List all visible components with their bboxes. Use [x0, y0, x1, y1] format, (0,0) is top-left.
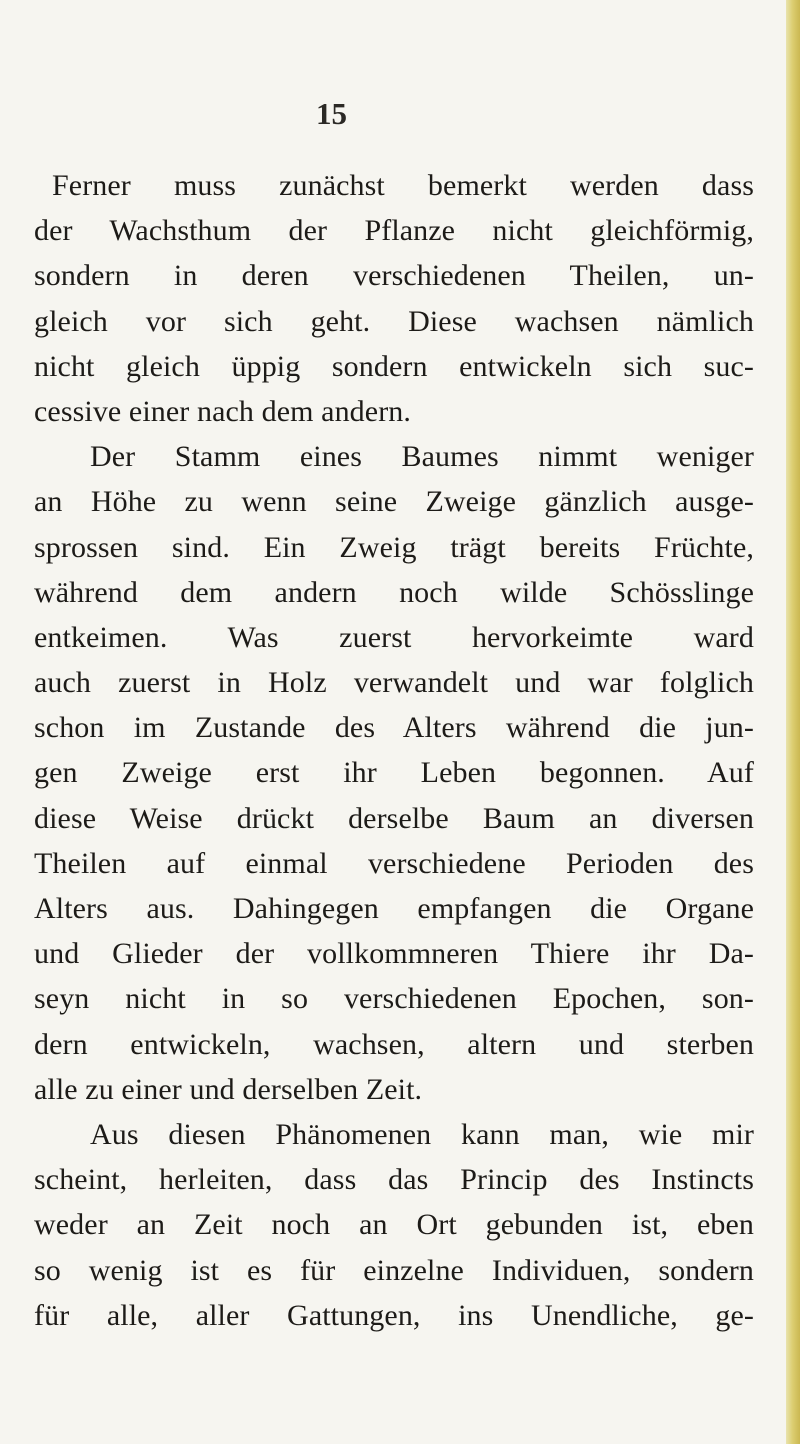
- text-line: alle zu einer und derselben Zeit.: [34, 1072, 423, 1106]
- text-line: während dem andern noch wilde Schösslinge: [34, 575, 754, 609]
- text-line: Ferner muss zunächst bemerkt werden dass: [52, 169, 754, 202]
- text-line: gen Zweige erst ihr Leben begonnen. Auf: [34, 756, 754, 790]
- body-text: [34, 163, 754, 1338]
- paragraph-2: [34, 434, 754, 1112]
- text-line: scheint, herleiten, dass das Princip des Instincts: [34, 1163, 754, 1197]
- text-line: und Glieder der vollkommneren Thiere ihr Da-: [34, 937, 754, 971]
- text-line: Aus diesen Phänomenen kann man, wie mir: [90, 1117, 754, 1151]
- text-line: nicht gleich üppig sondern entwickeln sich suc-: [34, 349, 754, 383]
- text-line: sondern in deren verschiedenen Theilen, un-: [34, 259, 754, 293]
- text-line: gleich vor sich geht. Diese wachsen nämlich: [34, 304, 754, 338]
- text-line: entkeimen. Was zuerst hervorkeimte ward: [34, 620, 754, 654]
- text-line: Theilen auf einmal verschiedene Perioden des: [34, 846, 754, 880]
- text-line: der Wachsthum der Pflanze nicht gleichförmig,: [34, 214, 754, 248]
- page-number: 15: [316, 96, 347, 131]
- text-line: schon im Zustande des Alters während die jun-: [34, 711, 754, 745]
- text-line: Der Stamm eines Baumes nimmt weniger: [90, 440, 754, 474]
- text-line: auch zuerst in Holz verwandelt und war folglich: [34, 666, 754, 700]
- text-line: sprossen sind. Ein Zweig trägt bereits Früchte,: [34, 530, 754, 564]
- text-line: für alle, aller Gattungen, ins Unendliche, ge-: [34, 1298, 754, 1332]
- page-edge-decoration: [786, 0, 800, 1444]
- text-line: Alters aus. Dahingegen empfangen die Organe: [34, 892, 754, 925]
- text-line: so wenig ist es für einzelne Individuen, sondern: [34, 1253, 754, 1287]
- text-line: seyn nicht in so verschiedenen Epochen, son-: [34, 982, 754, 1016]
- paragraph-3: [34, 1112, 754, 1338]
- text-line: weder an Zeit noch an Ort gebunden ist, eben: [34, 1208, 754, 1242]
- text-line: diese Weise drückt derselbe Baum an diversen: [34, 801, 754, 835]
- text-line: an Höhe zu wenn seine Zweige gänzlich ausge-: [34, 485, 754, 519]
- text-line: dern entwickeln, wachsen, altern und sterben: [34, 1027, 754, 1061]
- text-line: cessive einer nach dem andern.: [34, 394, 411, 428]
- paragraph-1: [34, 163, 754, 434]
